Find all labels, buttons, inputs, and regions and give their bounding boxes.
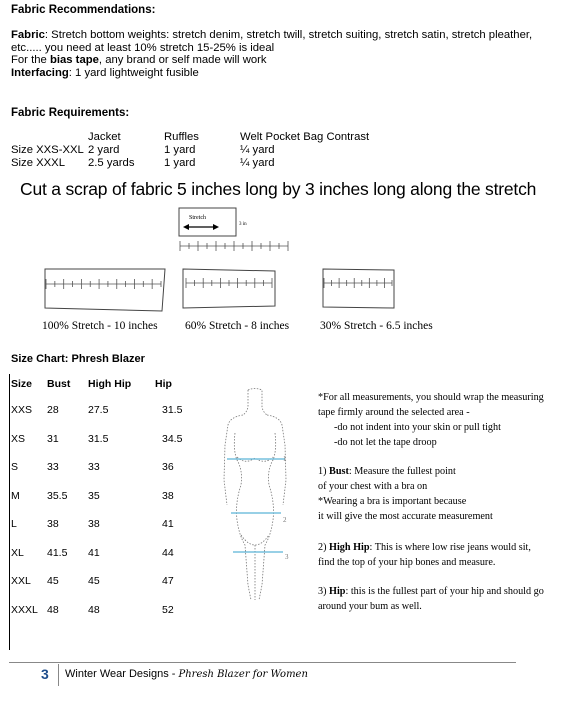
footer-title (65, 668, 308, 680)
bust-line: it will give the most accurate measurement (318, 511, 493, 522)
stretch-result-label: 60% Stretch - 8 inches (185, 320, 290, 332)
chart-left-rule (9, 374, 10, 650)
hip-label: Hip (329, 586, 346, 597)
swatch-100 (40, 266, 170, 318)
hip-header: Hip (155, 378, 172, 390)
fabric-recommendations-body (11, 29, 561, 79)
swatch-30 (320, 266, 400, 318)
high-hip-text: : This is where low rise jeans would sit, (369, 542, 531, 553)
bust-text: : Measure the fullest point (348, 466, 456, 477)
size-cell: L (11, 518, 17, 530)
intro-line: tape firmly around the selected area - (318, 407, 470, 418)
fabric-line (11, 29, 561, 54)
sample-height-label: 3 in (239, 222, 247, 227)
req-row-welt: ¼ yard (240, 144, 275, 156)
hip-cell: 44 (162, 546, 174, 559)
stretched-swatch (183, 269, 275, 308)
hip-cell: 47 (162, 575, 174, 587)
hip-text: : this is the fullest part of your hip and should go (345, 586, 544, 597)
bias-label: bias tape (49, 54, 99, 67)
size-cell: XXS (11, 404, 33, 416)
high-hip-cell: 48 (88, 603, 100, 616)
bust-marker: 1 (283, 455, 287, 463)
size-cell: M (11, 489, 20, 502)
hip-cell: 41 (162, 518, 174, 530)
hip-cell: 38 (162, 489, 174, 502)
bust-note (318, 464, 493, 524)
bias-post: , any brand or self made will work (98, 54, 267, 67)
req-row-size: Size XXS-XXL (11, 144, 84, 156)
ruler (180, 241, 288, 251)
high-hip-cell: 31.5 (88, 432, 109, 445)
sample-stretch-label: Stretch (189, 215, 206, 221)
bust-line: *Wearing a bra is important because (318, 496, 467, 507)
req-row-jacket: 2 yard (88, 144, 120, 156)
bust-cell: 41.5 (47, 546, 68, 559)
hip-line: around your bum as well. (318, 601, 422, 612)
company-name: Winter Wear Designs - (65, 668, 179, 680)
high-hip-line: find the top of your hip bones and measure. (318, 557, 496, 568)
high-hip-cell: 45 (88, 575, 100, 587)
fabric-label: Fabric (11, 29, 45, 41)
bust-line: of your chest with a bra on (318, 481, 428, 492)
high-hip-cell: 41 (88, 546, 100, 559)
fabric-requirements-heading: Fabric Requirements: (11, 107, 130, 119)
bias-tape-line (11, 54, 561, 67)
sample-swatch (179, 208, 236, 236)
pattern-name: Phresh Blazer for Women (178, 669, 308, 680)
col-ruffles: Ruffles (164, 131, 199, 143)
bust-cell: 45 (47, 575, 59, 587)
intro-line: *For all measurements, you should wrap the measuring (318, 392, 544, 403)
req-row-ruffles: 1 yard (164, 157, 196, 169)
high-hip-label: High Hip (329, 542, 370, 553)
hip-note (318, 584, 544, 614)
bust-cell: 31 (47, 432, 59, 445)
hip-marker: 3 (285, 553, 289, 561)
req-row-welt: ¼ yard (240, 157, 275, 169)
size-cell: XS (11, 432, 26, 445)
stretch-test-title: Cut a scrap of fabric 5 inches long by 3 inches long along the stretch (20, 179, 537, 199)
req-row-ruffles: 1 yard (164, 144, 196, 156)
footer-rule (9, 662, 516, 663)
stretch-result-label: 30% Stretch - 6.5 inches (320, 320, 433, 332)
high-hip-cell: 33 (88, 461, 100, 473)
body-figure (215, 385, 295, 610)
hip-cell: 36 (162, 461, 174, 473)
interfacing-text: : 1 yard lightweight fusible (68, 66, 199, 79)
high-hip-cell: 35 (88, 489, 100, 502)
hip-prefix: 3) (318, 586, 330, 597)
high-hip-prefix: 2) (318, 542, 330, 553)
fabric-text: : Stretch bottom weights: stretch denim, stretch twill, stretch suiting, stretch satin, stretch pleather, etc..... you need at least 10% stretch 15-25% is ideal (11, 29, 533, 54)
intro-line: -do not let the tape droop (334, 437, 437, 448)
size-cell: XL (11, 546, 24, 559)
bust-cell: 48 (47, 603, 59, 616)
bust-header: Bust (47, 378, 71, 390)
size-cell: XXL (11, 575, 31, 587)
req-row-size: Size XXXL (11, 157, 66, 169)
size-header: Size (11, 378, 33, 390)
col-jacket: Jacket (88, 131, 121, 143)
high-hip-marker: 2 (283, 516, 287, 524)
hip-cell: 34.5 (162, 432, 183, 445)
hip-cell: 52 (162, 603, 174, 616)
req-row-jacket: 2.5 yards (88, 157, 135, 169)
high-hip-cell: 27.5 (88, 404, 109, 416)
bust-cell: 28 (47, 404, 59, 416)
stretch-result-label: 100% Stretch - 10 inches (42, 320, 158, 332)
stretch-sample-diagram (178, 207, 293, 255)
intro-line: -do not indent into your skin or pull tight (334, 422, 501, 433)
size-cell: S (11, 461, 19, 473)
bias-pre: For the (11, 54, 50, 67)
swatch-60 (180, 266, 280, 318)
high-hip-note (318, 540, 531, 570)
high-hip-cell: 38 (88, 518, 100, 530)
stretched-swatch (323, 269, 394, 308)
bust-cell: 33 (47, 461, 59, 473)
size-cell: XXXL (11, 603, 38, 616)
fabric-recommendations-heading: Fabric Recommendations: (11, 4, 156, 16)
interfacing-line (11, 67, 561, 80)
figure-outline (224, 389, 286, 601)
bust-cell: 38 (47, 518, 59, 530)
stretched-swatch (45, 269, 165, 311)
size-chart-title: Size Chart: Phresh Blazer (11, 353, 145, 365)
bust-cell: 35.5 (47, 489, 68, 502)
bust-prefix: 1) (318, 466, 330, 477)
high-hip-header: High Hip (88, 378, 132, 390)
page-number: 3 (41, 666, 49, 682)
footer-separator (58, 664, 59, 686)
measurement-intro (318, 390, 544, 450)
col-welt: Welt Pocket Bag Contrast (240, 131, 370, 143)
bust-label: Bust (329, 466, 349, 477)
hip-cell: 31.5 (162, 404, 183, 416)
interfacing-label: Interfacing (11, 66, 69, 79)
